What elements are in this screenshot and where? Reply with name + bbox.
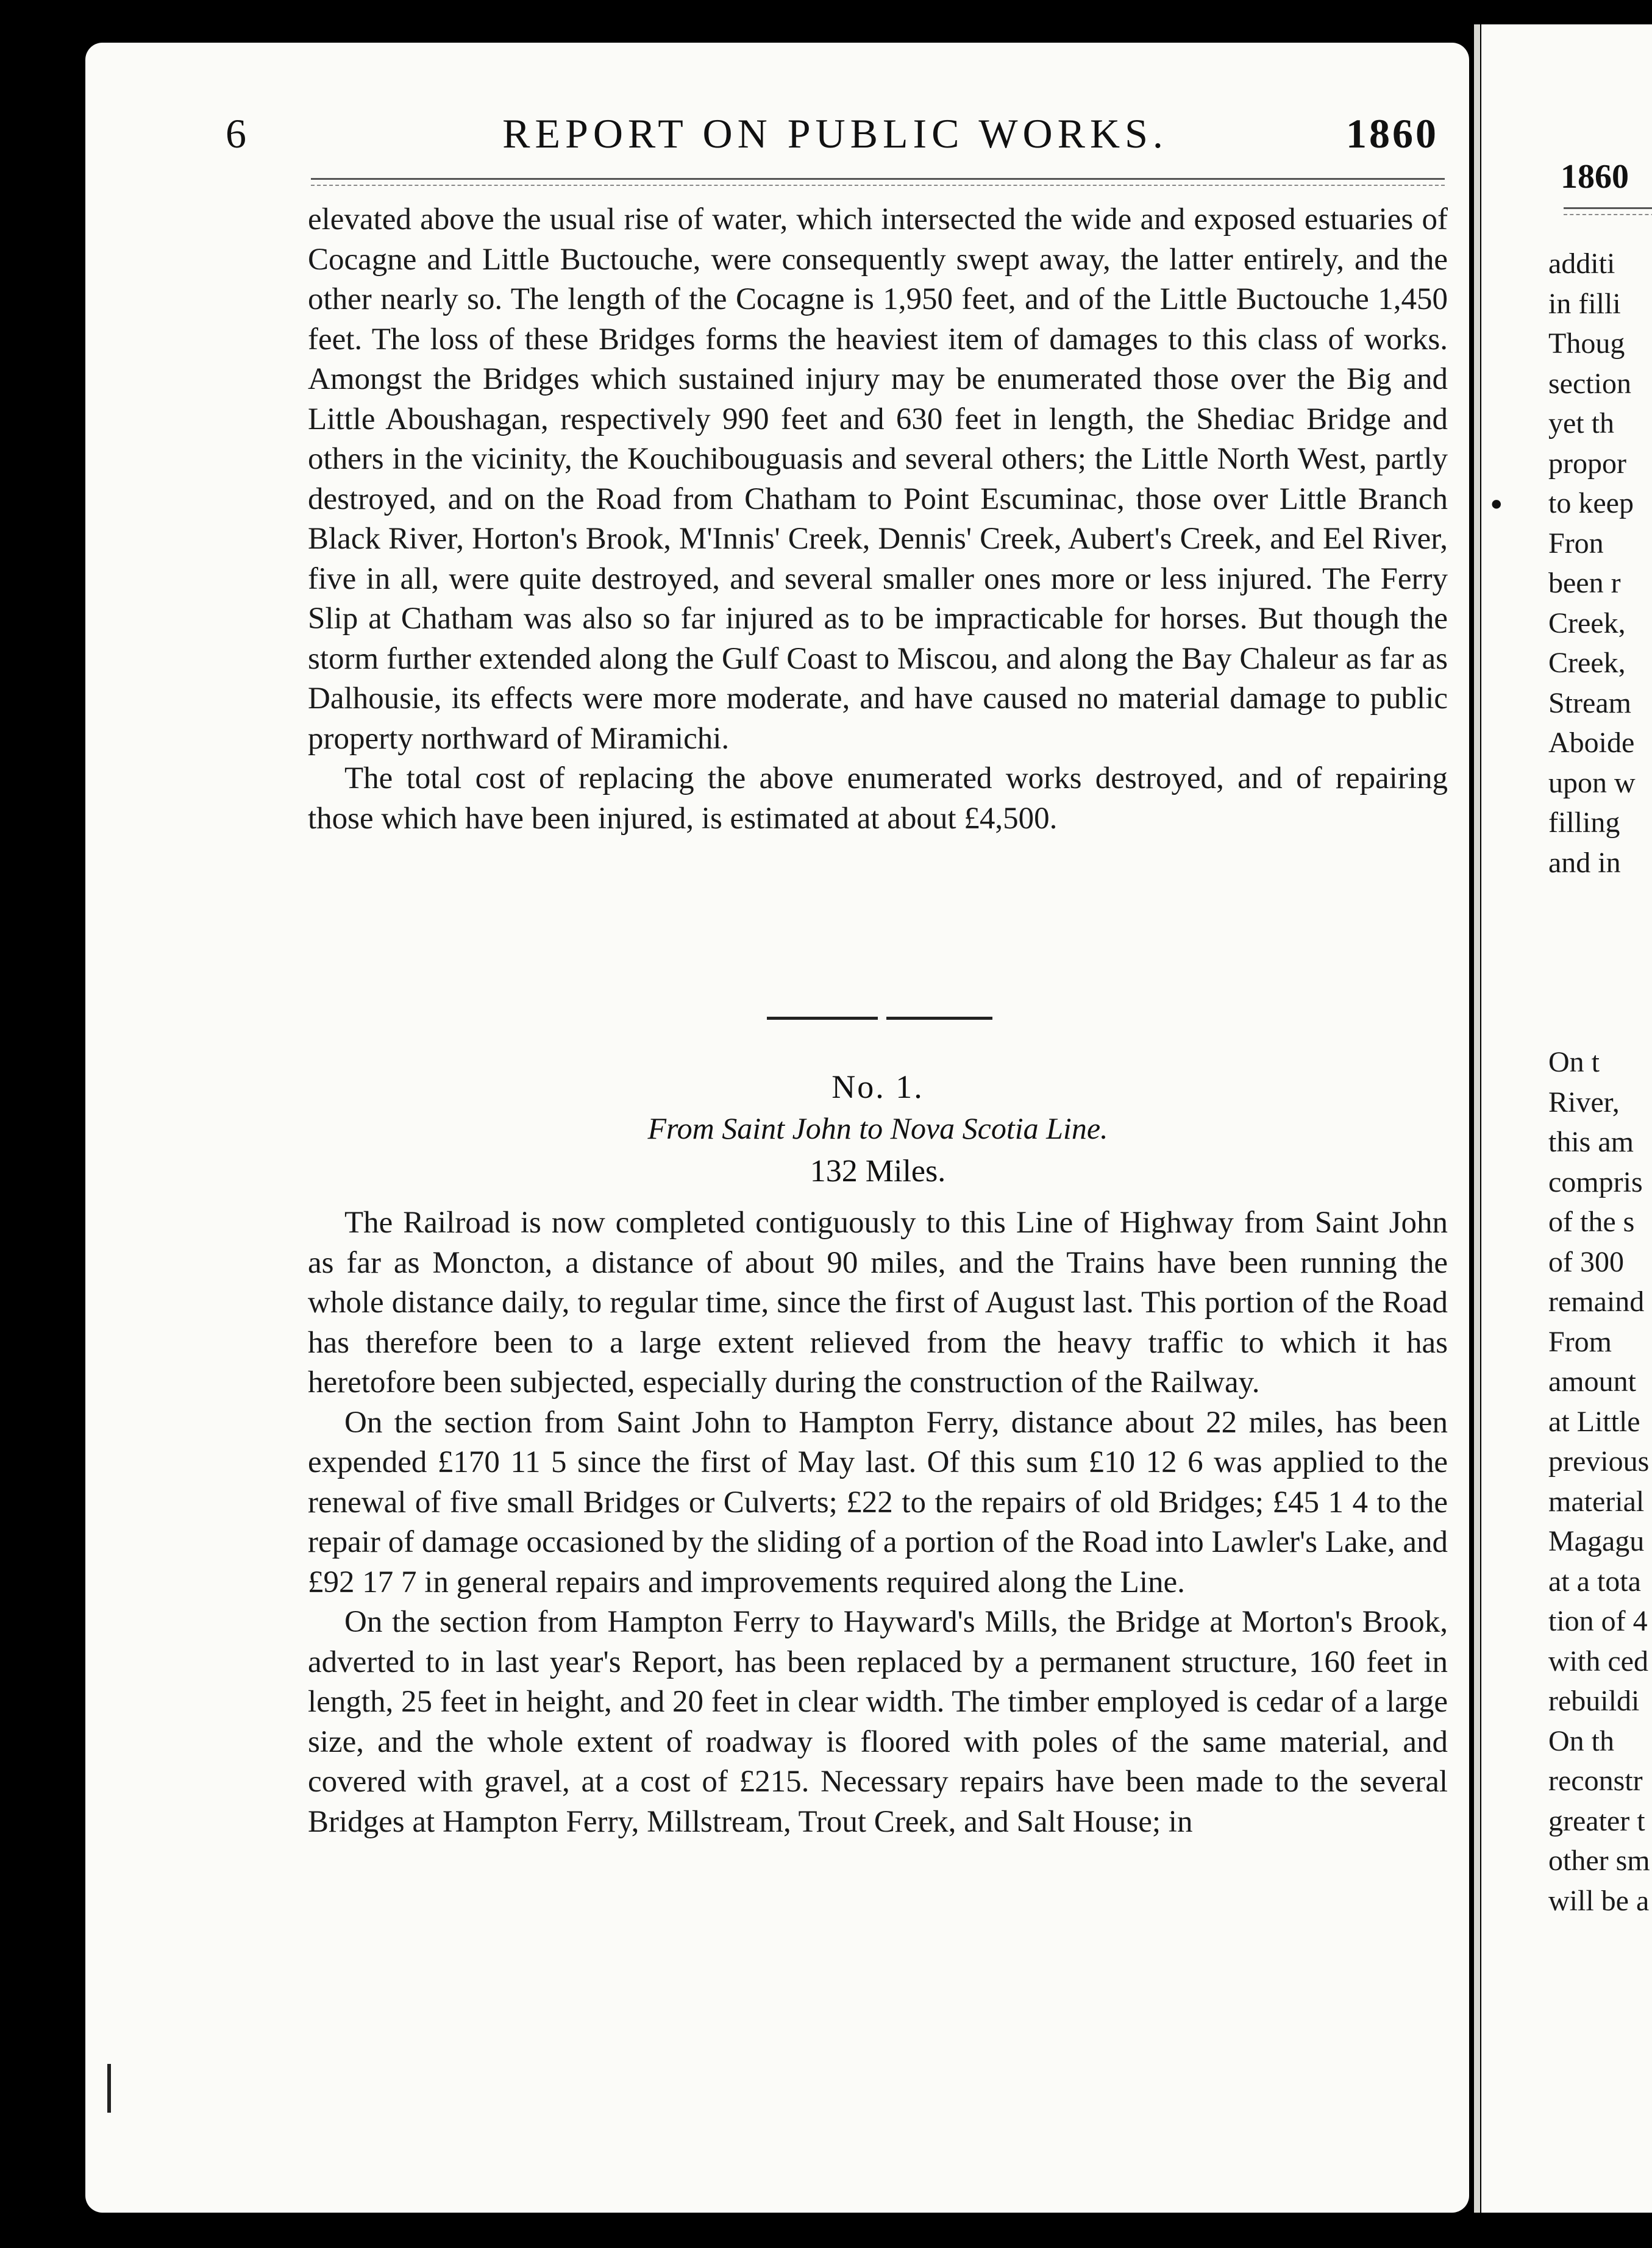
page-gutter	[1474, 24, 1480, 2213]
section-number: No. 1.	[831, 1069, 924, 1105]
adjacent-line: Stream	[1548, 686, 1631, 719]
scan-mark	[107, 2064, 111, 2113]
section-separator	[767, 1017, 992, 1023]
adjacent-line: greater t	[1548, 1804, 1645, 1837]
adjacent-line: at Little	[1548, 1405, 1640, 1438]
adjacent-line: Aboide	[1548, 727, 1635, 759]
adjacent-column-top	[1548, 244, 1652, 883]
adjacent-column-bottom	[1548, 1042, 1652, 1921]
adjacent-line: of the s	[1548, 1206, 1635, 1238]
adjacent-line: rebuildi	[1548, 1685, 1640, 1717]
adjacent-line: yet th	[1548, 407, 1614, 439]
section-miles: 132 Miles.	[810, 1154, 946, 1189]
adjacent-line: upon w	[1548, 766, 1636, 799]
continued-text	[308, 200, 1448, 839]
adjacent-line: compris	[1548, 1165, 1643, 1198]
paragraph: The total cost of replacing the above enumerated works destroyed, and of repairing those which have been injured, is estimated at about £4,500.	[308, 761, 1448, 836]
margin-mark-icon: •	[1487, 488, 1506, 523]
section-text	[308, 1203, 1448, 1842]
adjacent-line: will be a	[1548, 1884, 1650, 1917]
adjacent-line: Thoug	[1548, 327, 1625, 360]
adjacent-line: been r	[1548, 567, 1621, 599]
page-title: REPORT ON PUBLIC WORKS.	[502, 110, 1168, 157]
page-year: 1860	[1346, 110, 1439, 157]
section-route: From Saint John to Nova Scotia Line.	[647, 1111, 1108, 1145]
adjacent-line: reconstr	[1548, 1765, 1643, 1797]
adjacent-line: with ced	[1548, 1645, 1648, 1677]
adjacent-line: section	[1548, 367, 1631, 400]
adjacent-line: From	[1548, 1325, 1612, 1358]
running-head	[219, 110, 1451, 165]
adjacent-line: Creek,	[1548, 606, 1626, 639]
adjacent-line: On th	[1548, 1724, 1614, 1757]
adjacent-line: River,	[1548, 1086, 1620, 1119]
page-number: 6	[226, 110, 249, 157]
adjacent-line: of 300	[1548, 1245, 1624, 1278]
paragraph: elevated above the usual rise of water, which intersected the wide and exposed estuaries of Cocagne and Little Buctouche, were consequently swept away, the latter entirely, and the other nearly so. The length of the Cocagne is 1,950 feet, and of the Little Buctouche 1,450 feet. The loss of these Bridges forms the heaviest item of damages to this class of works. Amongst the Bridges which sustained injury may be enumerated those over the Big and Little Aboushagan, respectively 990 feet and 630 feet in length, the Shediac Bridge and others in the vicinity, the Kouchibouguasis and several others; the Little North West, partly destroyed, and on the Road from Chatham to Point Escuminac, those over Little Branch Black River, Horton's Brook, M'Innis' Creek, Dennis' Creek, Aubert's Creek, and Eel River, five in all, were quite destroyed, and several smaller ones more or less injured. The Ferry Slip at Chatham was also so far injured as to be impracticable for horses. But though the storm further extended along the Gulf Coast to Miscou, and along the Bay Chaleur as far as Dalhousie, its effects were more moderate, and have caused no material damage to public property northward of Miramichi.	[308, 202, 1448, 756]
adjacent-line: tion of 4	[1548, 1605, 1648, 1637]
adjacent-page-year: 1860	[1561, 158, 1629, 196]
adjacent-line: remaind	[1548, 1286, 1645, 1318]
adjacent-line: material	[1548, 1485, 1645, 1518]
adjacent-line: to keep	[1548, 487, 1634, 519]
adjacent-line: additi	[1548, 247, 1615, 280]
paragraph: The Railroad is now completed contiguously to this Line of Highway from Saint John as far as Moncton, a distance of about 90 miles, and the Trains have been running the whole distance daily, to regular time, since the first of August last. This portion of the Road has therefore been to a large extent relieved from the heavy traffic to which it has heretofore been subjected, especially during the construction of the Railway.	[308, 1206, 1448, 1400]
adjacent-line: filling	[1548, 806, 1620, 839]
adjacent-line: in filli	[1548, 287, 1621, 320]
paragraph: On the section from Hampton Ferry to Hayward's Mills, the Bridge at Morton's Brook, adverted to in last year's Report, has been replaced by a permanent structure, 160 feet in length, 25 feet in height, and 20 feet in clear width. The timber employed is cedar of a large size, and the whole extent of roadway is floored with poles of the same material, and covered with gravel, at a cost of £215. Necessary repairs have been made to the several Bridges at Hampton Ferry, Millstream, Trout Creek, and Salt House; in	[308, 1605, 1448, 1839]
adjacent-line: propor	[1548, 447, 1626, 480]
adjacent-line: amount	[1548, 1365, 1636, 1398]
adjacent-line: On t	[1548, 1046, 1600, 1078]
header-rule	[311, 178, 1445, 186]
adjacent-line: previous	[1548, 1445, 1650, 1478]
adjacent-line: other sm	[1548, 1844, 1650, 1877]
adjacent-line: Creek,	[1548, 647, 1626, 679]
paragraph: On the section from Saint John to Hampton Ferry, distance about 22 miles, has been expended £170 11 5 since the first of May last. Of this sum £10 12 6 was applied to the renewal of five small Bridges or Culverts; £22 to the repairs of old Bridges; £45 1 4 to the repair of damage occasioned by the sliding of a portion of the Road into Lawler's Lake, and £92 17 7 in general repairs and improvements required along the Line.	[308, 1405, 1448, 1599]
adjacent-header-rule	[1564, 207, 1652, 215]
adjacent-line: at a tota	[1548, 1565, 1641, 1598]
adjacent-line: and in	[1548, 846, 1621, 879]
adjacent-line: Fron	[1548, 527, 1604, 560]
adjacent-line: Magagu	[1548, 1525, 1645, 1557]
adjacent-line: this am	[1548, 1126, 1634, 1158]
